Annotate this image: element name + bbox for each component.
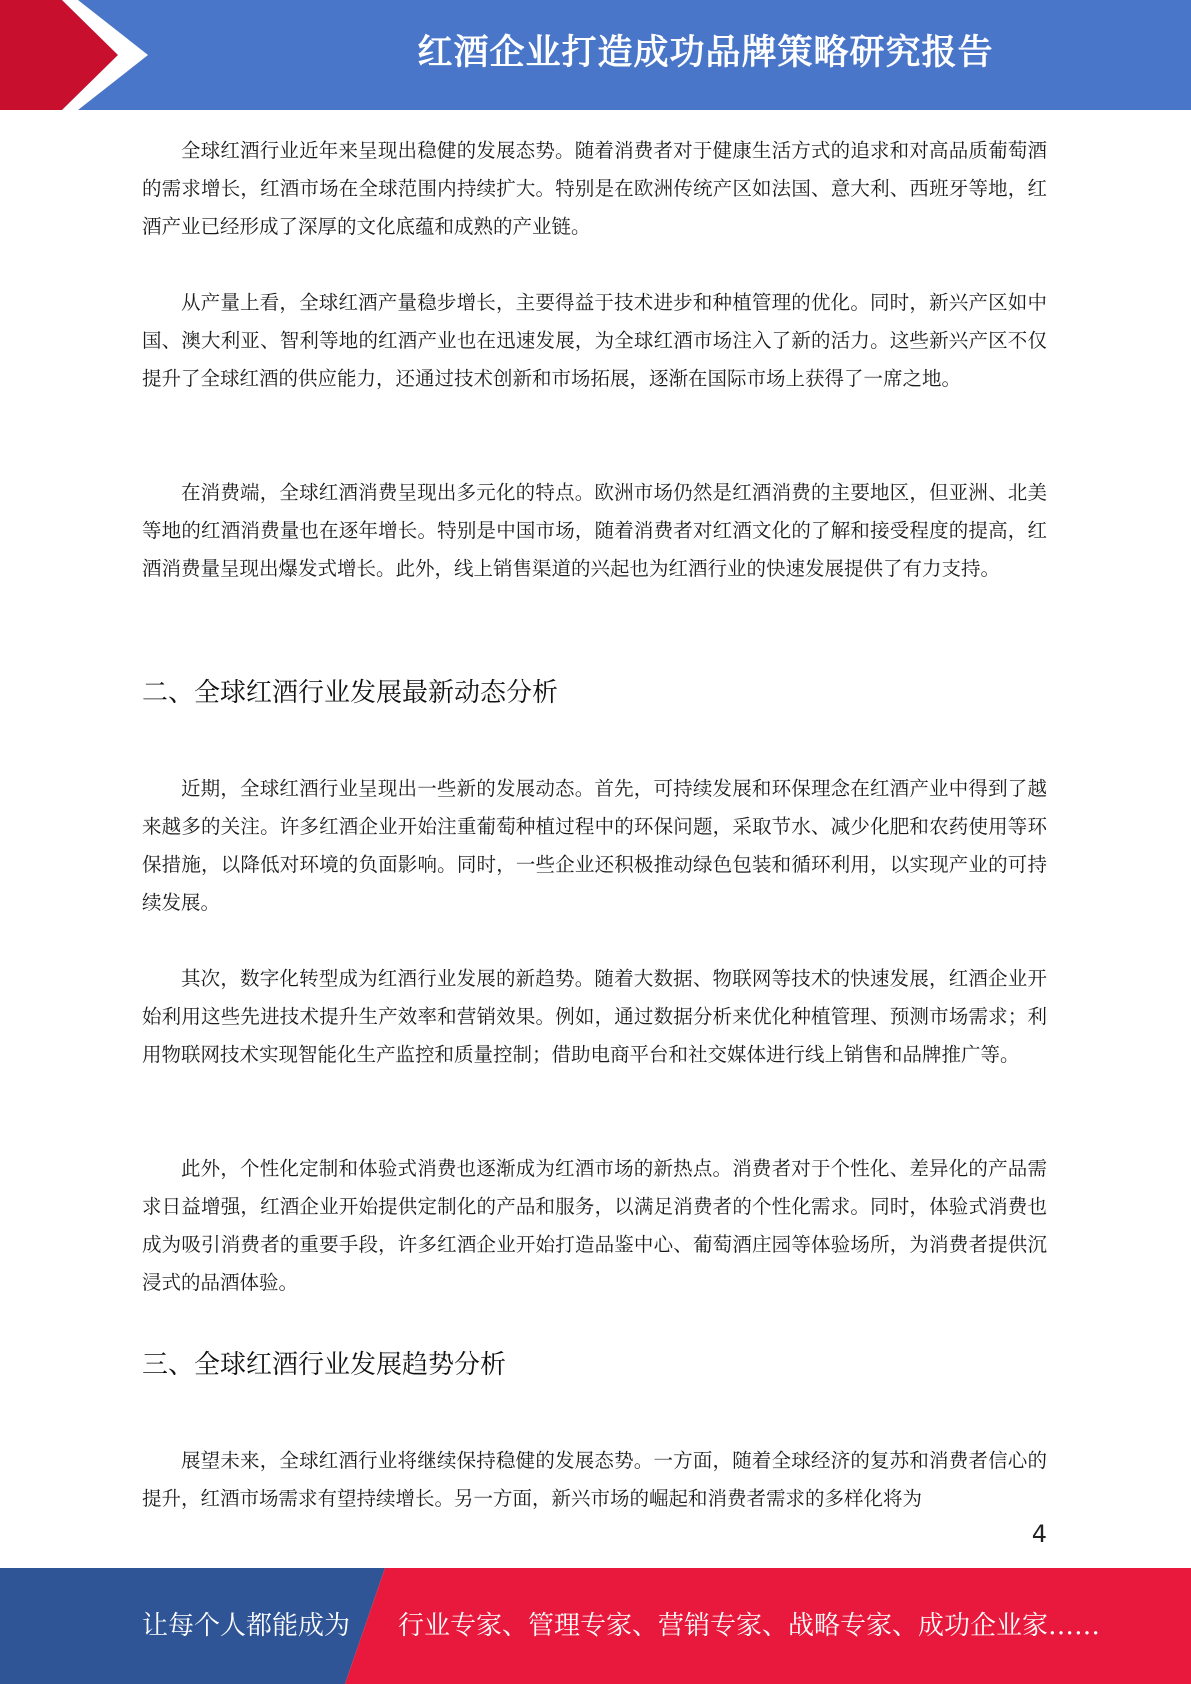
paragraph: 全球红酒行业近年来呈现出稳健的发展态势。随着消费者对于健康生活方式的追求和对高品质葡萄酒的需求增长，红酒市场在全球范围内持续扩大。特别是在欧洲传统产区如法国、意大利、西班牙等地，红酒产业已经形成了深厚的文化底蕴和成熟的产业链。 bbox=[142, 139, 1047, 238]
header-chevron-decoration bbox=[0, 0, 200, 110]
section-heading-2: 二、全球红酒行业发展最新动态分析 bbox=[142, 678, 559, 708]
page-footer bbox=[0, 1568, 1191, 1684]
page-header bbox=[0, 0, 1191, 110]
page-number: 4 bbox=[1031, 1520, 1047, 1548]
paragraph: 从产量上看，全球红酒产量稳步增长，主要得益于技术进步和种植管理的优化。同时，新兴产区如中国、澳大利亚、智利等地的红酒产业也在迅速发展，为全球红酒市场注入了新的活力。这些新兴产区不仅提升了全球红酒的供应能力，还通过技术创新和市场拓展，逐渐在国际市场上获得了一席之地。 bbox=[142, 291, 1047, 390]
paragraph: 展望未来，全球红酒行业将继续保持稳健的发展态势。一方面，随着全球经济的复苏和消费者信心的提升，红酒市场需求有望持续增长。另一方面，新兴市场的崛起和消费者需求的多样化将为 bbox=[142, 1449, 1047, 1510]
footer-slogan-right: 行业专家、管理专家、营销专家、战略专家、成功企业家…… bbox=[398, 1611, 1101, 1641]
paragraph: 近期，全球红酒行业呈现出一些新的发展动态。首先，可持续发展和环保理念在红酒产业中得到了越来越多的关注。许多红酒企业开始注重葡萄种植过程中的环保问题，采取节水、减少化肥和农药使用等环保措施，以降低对环境的负面影响。同时，一些企业还积极推动绿色包装和循环利用，以实现产业的可持续发展。 bbox=[142, 777, 1047, 914]
paragraph: 其次，数字化转型成为红酒行业发展的新趋势。随着大数据、物联网等技术的快速发展，红酒企业开始利用这些先进技术提升生产效率和营销效果。例如，通过数据分析来优化种植管理、预测市场需求；利用物联网技术实现智能化生产监控和质量控制；借助电商平台和社交媒体进行线上销售和品牌推广等。 bbox=[142, 967, 1047, 1066]
footer-slogan-left: 让每个人都能成为 bbox=[142, 1611, 351, 1641]
paragraph: 在消费端，全球红酒消费呈现出多元化的特点。欧洲市场仍然是红酒消费的主要地区，但亚洲、北美等地的红酒消费量也在逐年增长。特别是中国市场，随着消费者对红酒文化的了解和接受程度的提高，红酒消费量呈现出爆发式增长。此外，线上销售渠道的兴起也为红酒行业的快速发展提供了有力支持。 bbox=[142, 481, 1047, 580]
page-title: 红酒企业打造成功品牌策略研究报告 bbox=[417, 33, 994, 73]
paragraph: 此外，个性化定制和体验式消费也逐渐成为红酒市场的新热点。消费者对于个性化、差异化的产品需求日益增强，红酒企业开始提供定制化的产品和服务，以满足消费者的个性化需求。同时，体验式消费也成为吸引消费者的重要手段，许多红酒企业开始打造品鉴中心、葡萄酒庄园等体验场所，为消费者提供沉浸式的品酒体验。 bbox=[142, 1157, 1047, 1294]
section-heading-3: 三、全球红酒行业发展趋势分析 bbox=[142, 1350, 507, 1380]
